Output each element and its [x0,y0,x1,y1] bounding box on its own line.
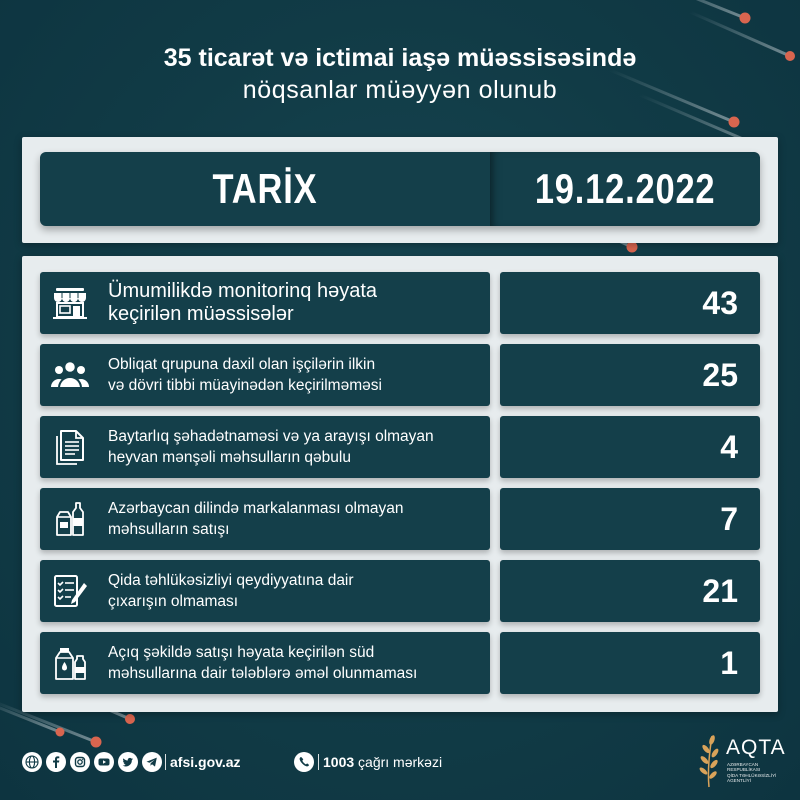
labeling-violation-value-box [500,488,760,550]
wheat-icon [696,732,722,788]
logo-name: AQTA [726,736,786,759]
monitored-businesses-value-box [500,272,760,334]
telegram-icon [142,752,162,772]
milk-products-icon [50,643,90,683]
logo-subtitle-line: AZƏRBAYCAN [727,762,759,767]
row-label-line: Qida təhlükəsizliyi qeydiyyatına dair [108,572,354,589]
page-title [0,42,800,106]
food-safety-registration-violation-value-box [500,560,760,622]
row-label-line: məhsulların satışı [108,521,230,538]
logo-subtitle-line: QİDA TƏHLÜKƏSİZLİYİ [727,772,777,778]
title-line-2: nöqsanlar müəyyən olunub [242,76,558,104]
globe-icon [22,752,42,772]
dairy-requirements-violation-count: 1 [720,645,738,681]
row-label-line: keçirilən müəssisələr [108,303,294,325]
dairy-requirements-violation-value-box [500,632,760,694]
medical-exam-violation-label-box [40,344,490,406]
food-safety-registration-violation-label-box [40,560,490,622]
labeling-violation-count: 7 [720,501,738,537]
row-label-line: heyvan mənşəli məhsulların qəbulu [108,449,351,466]
row-label-line: Ümumilikdə monitorinq həyata [108,280,378,302]
hotline-number: 1003 [323,754,355,770]
medical-exam-violation-label [108,344,382,406]
row-label-line: Azərbaycan dilində markalanması olmayan [108,500,404,517]
date-label-cell [40,152,490,226]
dairy-requirements-violation-label [108,632,417,694]
document-icon [50,427,90,467]
decor-streak [650,0,751,24]
date-value: 19.12.2022 [534,165,716,212]
row-label-line: çıxarışın olmaması [108,593,239,610]
statistics-panel [22,256,778,712]
youtube-icon [94,752,114,772]
monitored-businesses-count: 43 [702,285,738,321]
hotline [323,753,442,771]
facebook-icon [46,752,66,772]
medical-exam-violation-value-box [500,344,760,406]
logo-subtitle [727,762,776,784]
products-icon [50,499,90,539]
date-value-cell [490,152,760,226]
hotline-label: çağrı mərkəzi [358,754,443,770]
dairy-requirements-violation-label-box [40,632,490,694]
row-label-line: Obliqat qrupuna daxil olan işçilərin ilkin [108,356,376,373]
date-panel [22,137,778,243]
food-safety-registration-violation-count: 21 [702,573,738,609]
date-label: TARİX [212,165,318,212]
veterinary-certificate-violation-count: 4 [720,429,738,465]
medical-exam-violation-count: 25 [702,357,738,393]
veterinary-certificate-violation-label [108,416,434,478]
footer-divider [165,754,166,770]
labeling-violation-label [108,488,404,550]
store-icon [50,283,90,323]
row-label-line: Baytarlıq şəhadətnaməsi və ya arayışı olmayan [108,428,434,445]
monitored-businesses-label [108,272,377,334]
food-safety-registration-violation-label [108,560,354,622]
labeling-violation-label-box [40,488,490,550]
logo-subtitle-line: RESPUBLİKASI [727,767,761,773]
social-icons [22,752,162,772]
row-label-line: Açıq şəkildə satışı həyata keçirilən süd [108,644,375,661]
instagram-icon [70,752,90,772]
phone-icon [294,752,314,772]
footer-divider [318,754,319,770]
people-icon [50,355,90,395]
veterinary-certificate-violation-value-box [500,416,760,478]
date-box [40,152,760,226]
title-line-1: 35 ticarət və ictimai iaşə müəssisəsində [163,44,637,72]
twitter-icon [118,752,138,772]
row-label-line: və dövri tibbi müayinədən keçirilməməsi [108,377,382,394]
checklist-icon [50,571,90,611]
logo-subtitle-line: AGENTLİYİ [727,778,751,784]
veterinary-certificate-violation-label-box [40,416,490,478]
row-label-line: məhsullarına dair tələblərə əməl olunmaması [108,665,418,682]
monitored-businesses-label-box [40,272,490,334]
website-link: afsi.gov.az [170,754,241,770]
